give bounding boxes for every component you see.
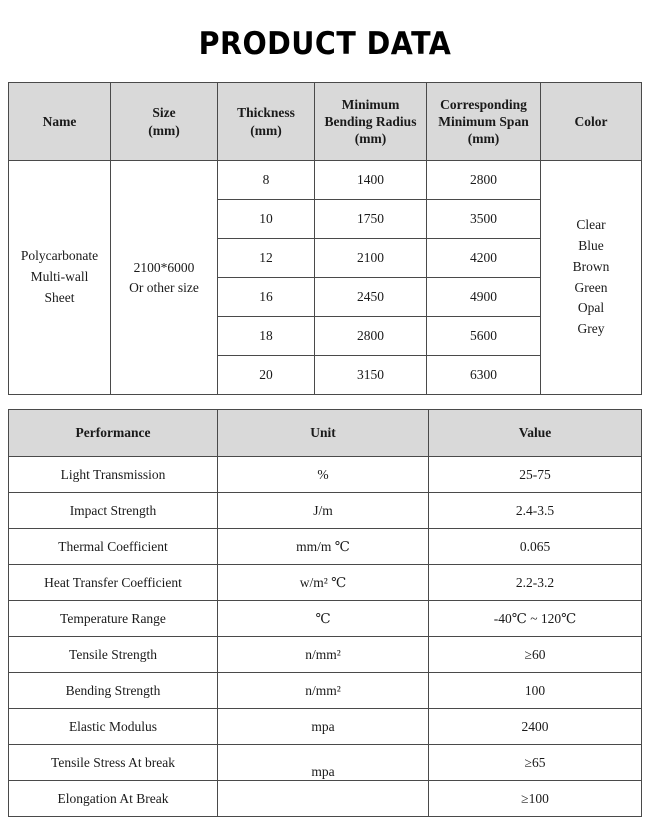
cell-performance: Light Transmission: [9, 457, 218, 493]
cell-performance: Tensile Stress At break: [9, 745, 218, 781]
product-name-line1: Polycarbonate: [20, 248, 99, 264]
page-title: PRODUCT DATA: [198, 26, 452, 62]
cell-thickness: 12: [218, 239, 315, 278]
column-header-color: [541, 83, 642, 161]
column-header-radius-line1: Minimum: [341, 96, 400, 112]
cell-thickness: 18: [218, 317, 315, 356]
cell-unit: w/m² ℃: [218, 565, 429, 601]
column-header-thickness-line2: (mm): [250, 122, 282, 138]
cell-value: ≥60: [429, 637, 642, 673]
cell-performance: Heat Transfer Coefficient: [9, 565, 218, 601]
color-option-blue: Blue: [578, 237, 604, 253]
cell-thickness: 16: [218, 278, 315, 317]
column-header-radius-line3: (mm): [354, 131, 387, 147]
color-option-brown: Brown: [572, 258, 610, 274]
cell-performance: Thermal Coefficient: [9, 529, 218, 565]
table-row: [9, 565, 642, 601]
table-row: [9, 709, 642, 745]
table-row: [9, 161, 642, 200]
cell-unit: J/m: [218, 493, 429, 529]
cell-value: 0.065: [429, 529, 642, 565]
cell-performance: Bending Strength: [9, 673, 218, 709]
cell-performance: Temperature Range: [9, 601, 218, 637]
table-row: [9, 781, 642, 817]
cell-minimum-span: 5600: [427, 317, 541, 356]
table-row: [9, 673, 642, 709]
cell-unit: %: [218, 457, 429, 493]
table-header-row: [9, 410, 642, 457]
table-row: [9, 745, 642, 781]
column-header-value: Value: [429, 410, 642, 457]
cell-performance: Elongation At Break: [9, 781, 218, 817]
column-header-span-line2: Minimum Span: [438, 113, 529, 129]
cell-unit: n/mm²: [218, 637, 429, 673]
table-row: [9, 601, 642, 637]
cell-performance: Elastic Modulus: [9, 709, 218, 745]
product-specifications-table: [8, 82, 642, 395]
color-option-green: Green: [574, 279, 608, 295]
cell-minimum-span: 4200: [427, 239, 541, 278]
color-option-clear: Clear: [576, 216, 606, 232]
cell-value: -40℃ ~ 120℃: [429, 601, 642, 637]
cell-value: ≥65: [429, 745, 642, 781]
cell-unit: mm/m ℃: [218, 529, 429, 565]
cell-unit: mpa: [218, 709, 429, 745]
cell-performance: Tensile Strength: [9, 637, 218, 673]
column-header-thickness-line1: Thickness: [237, 105, 295, 121]
column-header-radius-line2: Bending Radius: [324, 113, 417, 129]
cell-performance: Impact Strength: [9, 493, 218, 529]
column-header-performance: Performance: [9, 410, 218, 457]
column-header-span-line3: (mm): [467, 131, 500, 147]
cell-minimum-span: 2800: [427, 161, 541, 200]
cell-bending-radius: 2800: [315, 317, 427, 356]
cell-value: 100: [429, 673, 642, 709]
column-header-minimum-span: [427, 83, 541, 161]
cell-thickness: 8: [218, 161, 315, 200]
column-header-size: [111, 83, 218, 161]
cell-bending-radius: 3150: [315, 356, 427, 395]
product-size-line2: Or other size: [129, 279, 199, 295]
column-header-unit: Unit: [218, 410, 429, 457]
column-header-name: [9, 83, 111, 161]
cell-bending-radius: 2450: [315, 278, 427, 317]
column-header-name-label: Name: [42, 113, 77, 129]
cell-unit: [218, 781, 429, 817]
cell-minimum-span: 6300: [427, 356, 541, 395]
color-option-opal: Opal: [577, 300, 605, 316]
column-header-bending-radius: [315, 83, 427, 161]
cell-colors: [541, 161, 642, 395]
cell-unit: [218, 745, 429, 781]
cell-unit: n/mm²: [218, 673, 429, 709]
table-row: [9, 529, 642, 565]
product-name-line3: Sheet: [44, 289, 75, 305]
cell-value: 2.2-3.2: [429, 565, 642, 601]
column-header-thickness: [218, 83, 315, 161]
cell-minimum-span: 3500: [427, 200, 541, 239]
cell-minimum-span: 4900: [427, 278, 541, 317]
cell-value: 2400: [429, 709, 642, 745]
cell-bending-radius: 2100: [315, 239, 427, 278]
cell-bending-radius: 1400: [315, 161, 427, 200]
product-name-line2: Multi-wall: [30, 269, 89, 285]
table-row: [9, 637, 642, 673]
cell-product-size: [111, 161, 218, 395]
cell-unit: ℃: [218, 601, 429, 637]
cell-thickness: 10: [218, 200, 315, 239]
cell-unit-label: mpa: [311, 763, 335, 779]
cell-value: 2.4-3.5: [429, 493, 642, 529]
cell-value: 25-75: [429, 457, 642, 493]
column-header-span-line1: Corresponding: [440, 96, 527, 112]
table-header-row: [9, 83, 642, 161]
cell-thickness: 20: [218, 356, 315, 395]
table-row: [9, 457, 642, 493]
color-option-grey: Grey: [577, 321, 605, 337]
performance-properties-table: [8, 409, 642, 817]
cell-product-name: [9, 161, 111, 395]
table-row: [9, 493, 642, 529]
column-header-size-line1: Size: [152, 105, 176, 121]
cell-bending-radius: 1750: [315, 200, 427, 239]
cell-value: ≥100: [429, 781, 642, 817]
column-header-color-label: Color: [574, 113, 608, 129]
column-header-size-line2: (mm): [148, 122, 180, 138]
product-size-line1: 2100*6000: [133, 259, 195, 275]
